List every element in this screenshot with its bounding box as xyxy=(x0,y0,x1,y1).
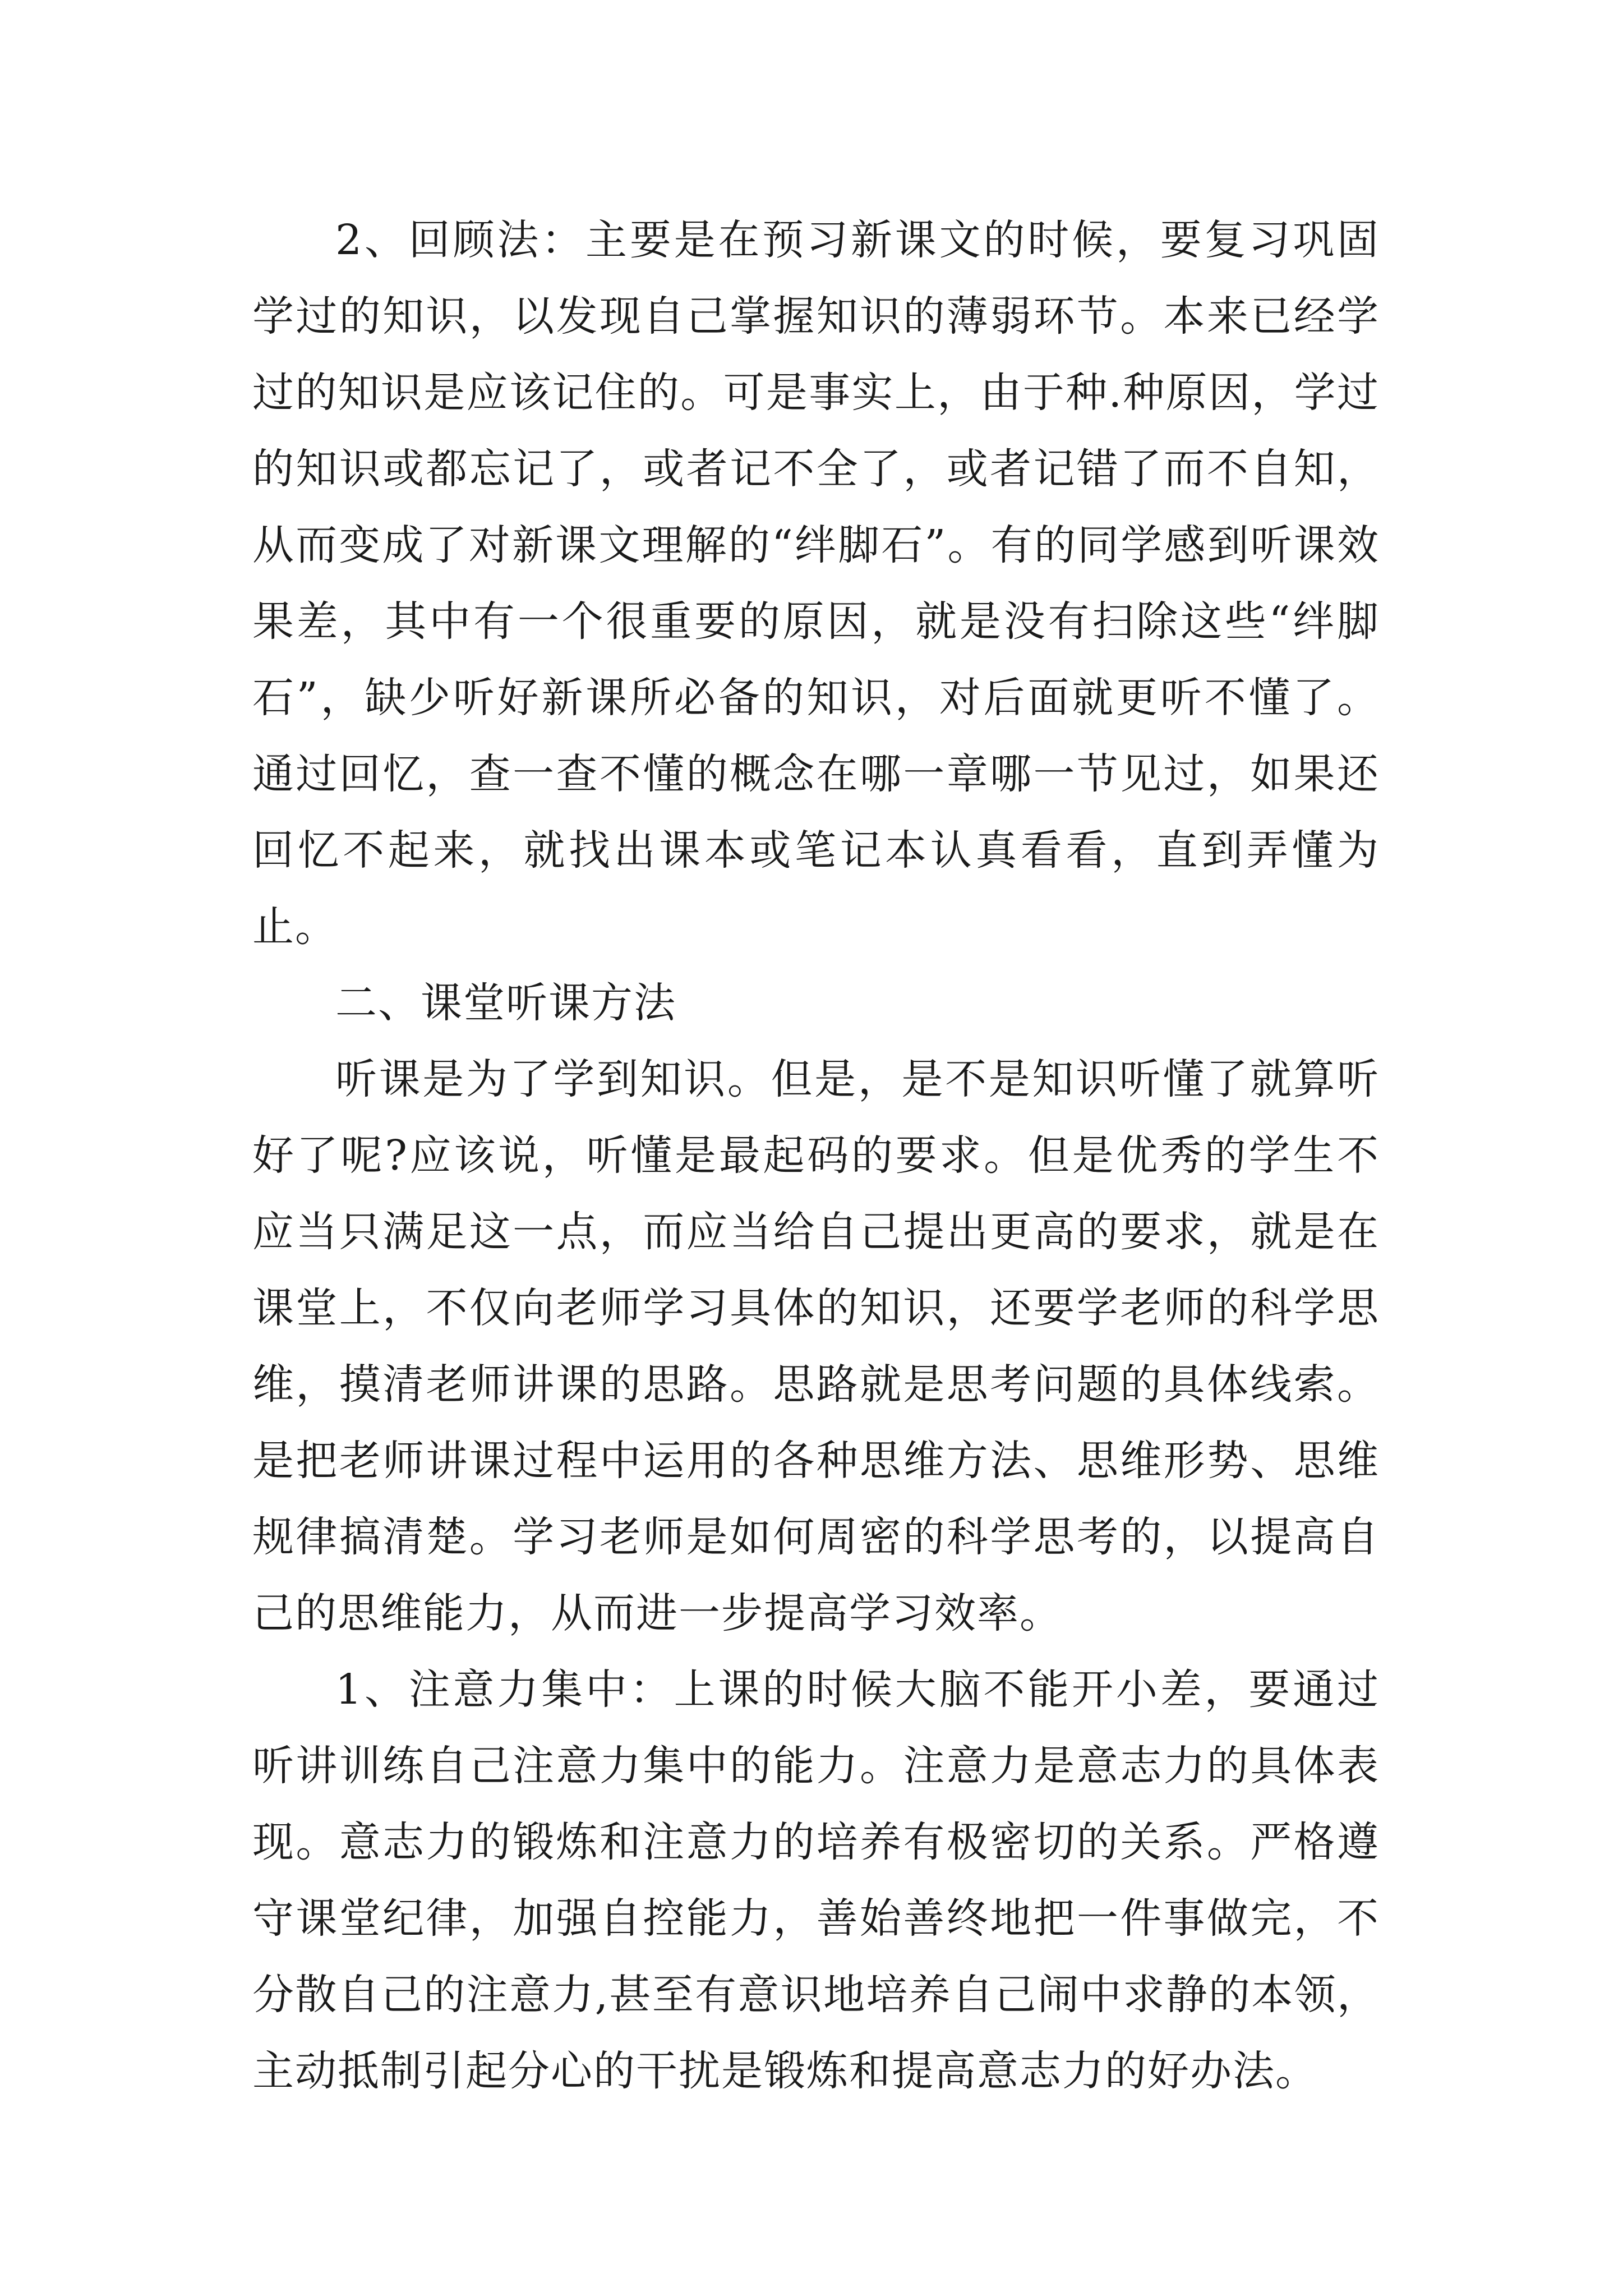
paragraph-concentration: 1、注意力集中：上课的时候大脑不能开小差，要通过听讲训练自己注意力集中的能力。注意力是意志力的具体表现。意志力的锻炼和注意力的培养有极密切的关系。严格遵守课堂纪律，加强自控能力，善始善终地把一件事做完，不分散自己的注意力,甚至有意识地培养自己闹中求静的本领，主动抵制引起分心的干扰是锻炼和提高意志力的好办法。 xyxy=(252,1665,1380,2095)
document-body xyxy=(252,202,1380,2109)
paragraph-review-method: 2、回顾法：主要是在预习新课文的时候，要复习巩固学过的知识，以发现自己掌握知识的薄弱环节。本来已经学过的知识是应该记住的。可是事实上，由于种.种原因，学过的知识或都忘记了，或者记不全了，或者记错了而不自知，从而变成了对新课文理解的“绊脚石”。有的同学感到听课效果差，其中有一个很重要的原因，就是没有扫除这些“绊脚石”，缺少听好新课所必备的知识，对后面就更听不懂了。通过回忆，查一查不懂的概念在哪一章哪一节见过，如果还回忆不起来，就找出课本或笔记本认真看看，直到弄懂为止。 xyxy=(252,216,1380,951)
paragraph-listening-purpose: 听课是为了学到知识。但是，是不是知识听懂了就算听好了呢?应该说，听懂是最起码的要求。但是优秀的学生不应当只满足这一点，而应当给自己提出更高的要求，就是在课堂上，不仅向老师学习具体的知识，还要学老师的科学思维，摸清老师讲课的思路。思路就是思考问题的具体线索。是把老师讲课过程中运用的各种思维方法、思维形势、思维规律搞清楚。学习老师是如何周密的科学思考的，以提高自己的思维能力，从而进一步提高学习效率。 xyxy=(252,1055,1380,1637)
section-heading-listening-methods: 二、课堂听课方法 xyxy=(335,979,676,1027)
